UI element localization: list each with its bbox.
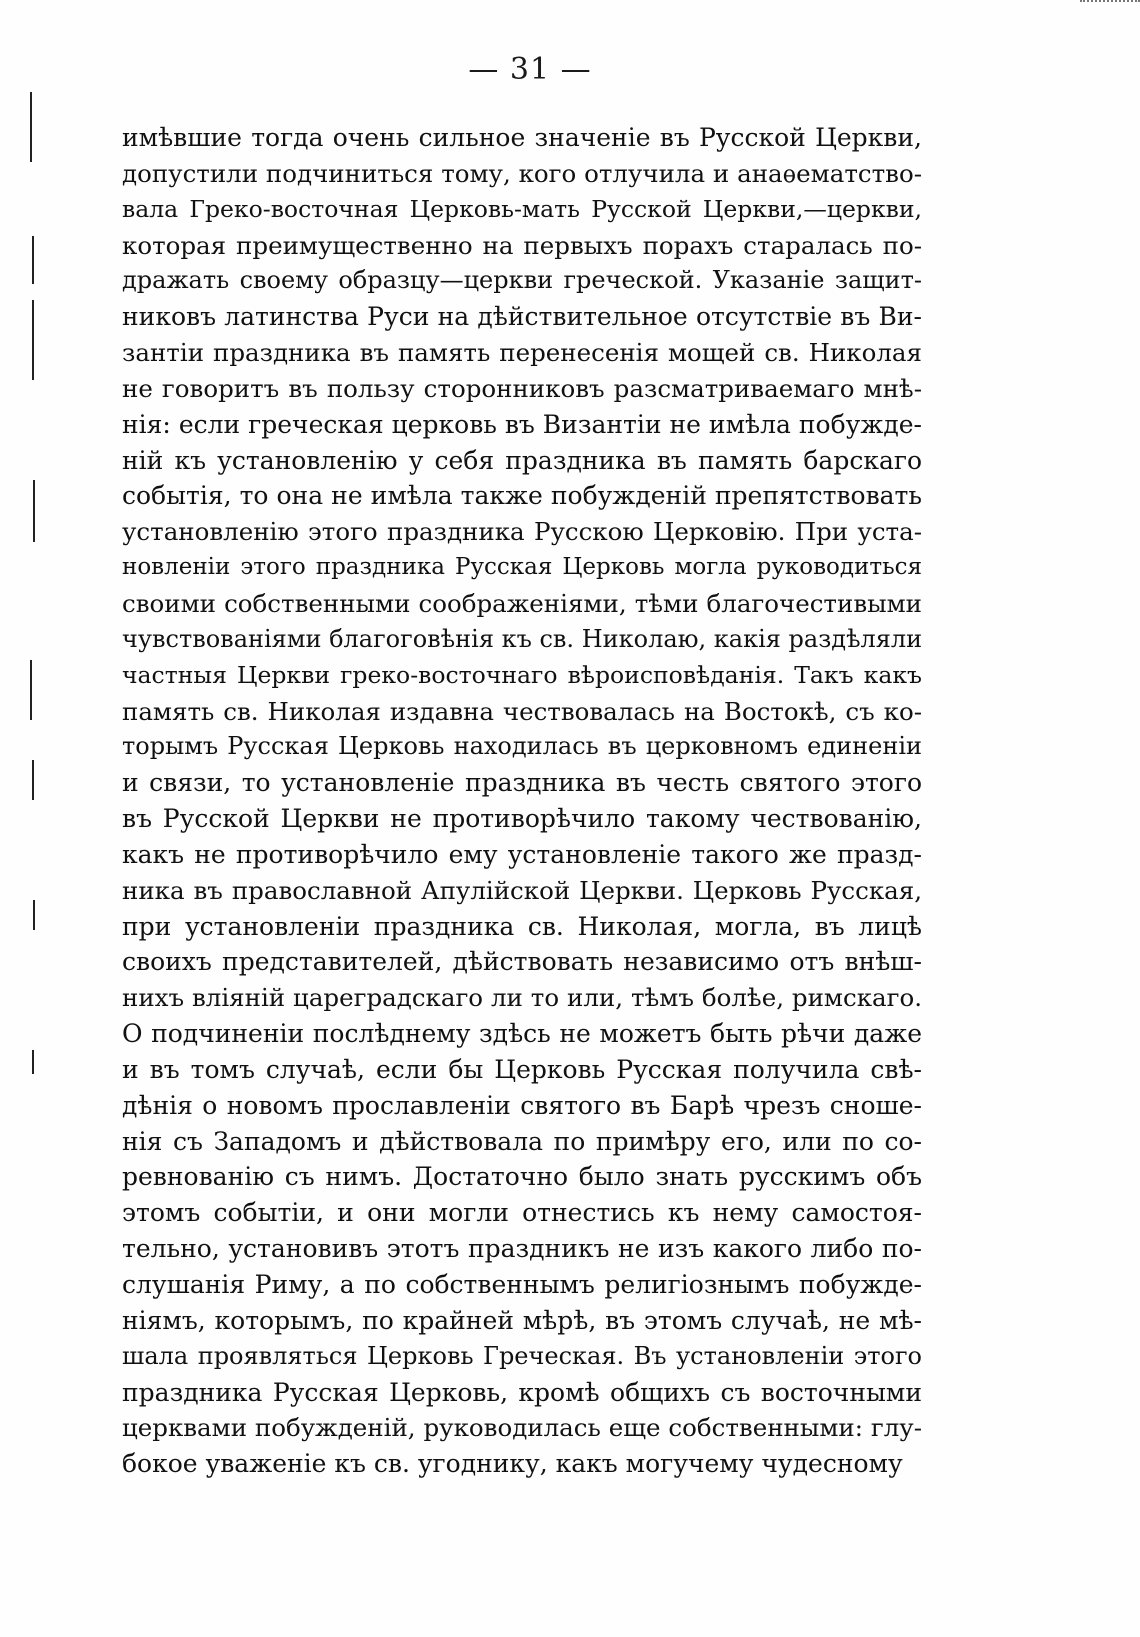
margin-mark: [32, 1050, 34, 1074]
text-line: допустили подчиниться тому, кого отлучила и анаѳематство-: [122, 158, 922, 188]
text-line: нихъ вліяній цареградскаго ли то или, тѣмъ болѣе, римскаго.: [122, 983, 922, 1013]
margin-mark: [32, 300, 34, 380]
text-line: установленію этого праздника Русскою Церковію. При уста-: [122, 517, 922, 547]
margin-mark: [30, 660, 32, 720]
body-text: [122, 120, 922, 1482]
text-line: нія: если греческая церковь въ Византіи не имѣла побужде-: [122, 409, 922, 439]
text-line: въ Русской Церкви не противорѣчило такому чествованію,: [122, 804, 922, 834]
text-line: ніямъ, которымъ, по крайней мѣрѣ, въ этомъ случаѣ, не мѣ-: [122, 1305, 922, 1335]
text-line: своихъ представителей, дѣйствовать независимо отъ внѣш-: [122, 947, 922, 977]
text-line: чувствованіями благоговѣнія къ св. Николаю, какія раздѣляли: [122, 624, 923, 653]
text-line: церквами побужденій, руководилась еще собственными: глу-: [122, 1413, 922, 1443]
text-line: и въ томъ случаѣ, если бы Церковь Русская получила свѣ-: [122, 1054, 922, 1084]
text-line: никовъ латинства Руси на дѣйствительное отсутствіе въ Ви-: [122, 302, 922, 332]
text-line: не говоритъ въ пользу сторонниковъ разсматриваемаго мнѣ-: [122, 373, 922, 403]
text-line: память св. Николая издавна чествовалась на Востокѣ, съ ко-: [122, 696, 922, 726]
margin-mark: [33, 480, 35, 542]
text-line: этомъ событіи, и они могли отнестись къ нему самостоя-: [122, 1198, 922, 1228]
text-line: событія, то она не имѣла также побужденій препятствовать: [122, 481, 922, 511]
text-line: своими собственными соображеніями, тѣми благочестивыми: [122, 588, 922, 618]
text-line: частныя Церкви греко-восточнаго вѣроисповѣданія. Такъ какъ: [122, 660, 922, 689]
text-line: ній къ установленію у себя праздника въ память барскаго: [122, 445, 922, 475]
text-line: торымъ Русская Церковь находилась въ церковномъ единеніи: [122, 732, 922, 761]
text-line: зантіи праздника въ память перенесенія мощей св. Николая: [122, 338, 922, 368]
text-line: бокое уваженіе къ св. угоднику, какъ могучему чудесному: [122, 1449, 903, 1479]
text-line: нія съ Западомъ и дѣйствовала по примѣру его, или по со-: [122, 1126, 922, 1156]
text-line: О подчиненіи послѣднему здѣсь не можетъ быть рѣчи даже: [122, 1019, 922, 1049]
text-line: слушанія Риму, а по собственнымъ религіознымъ побужде-: [122, 1270, 922, 1299]
text-line: дѣнія о новомъ прославленіи святого въ Барѣ чрезъ сноше-: [122, 1090, 922, 1120]
text-line: ника въ православной Апулійской Церкви. Церковь Русская,: [122, 875, 922, 905]
text-line: шала проявляться Церковь Греческая. Въ установленіи этого: [122, 1341, 922, 1370]
margin-mark: [30, 92, 32, 162]
margin-mark: [32, 236, 34, 284]
margin-mark: [32, 760, 34, 800]
text-line: при установленіи праздника св. Николая, могла, въ лицѣ: [122, 911, 922, 941]
text-line: праздника Русская Церковь, кромѣ общихъ съ восточными: [122, 1377, 922, 1407]
text-line: тельно, установивъ этотъ праздникъ не изъ какого либо по-: [122, 1234, 922, 1264]
text-line: вала Греко-восточная Церковь-мать Русской Церкви,—церкви,: [122, 194, 922, 223]
text-line: новленіи этого праздника Русская Церковь могла руководиться: [122, 554, 922, 581]
text-line: ревнованію съ нимъ. Достаточно было знать русскимъ объ: [122, 1162, 922, 1192]
text-line: которая преимущественно на первыхъ порахъ старалась по-: [122, 230, 922, 260]
text-line: имѣвшие тогда очень сильное значеніе въ Русской Церкви,: [122, 123, 922, 152]
margin-mark: [33, 900, 35, 930]
page-number: — 31 —: [468, 52, 592, 87]
text-line: дражать своему образцу—церкви греческой. Указаніе защит-: [122, 266, 922, 295]
scan-edge-artifact: [1080, 0, 1140, 8]
text-line: какъ не противорѣчило ему установленіе такого же празд-: [122, 839, 922, 869]
text-line: и связи, то установленіе праздника въ честь святого этого: [122, 768, 922, 798]
